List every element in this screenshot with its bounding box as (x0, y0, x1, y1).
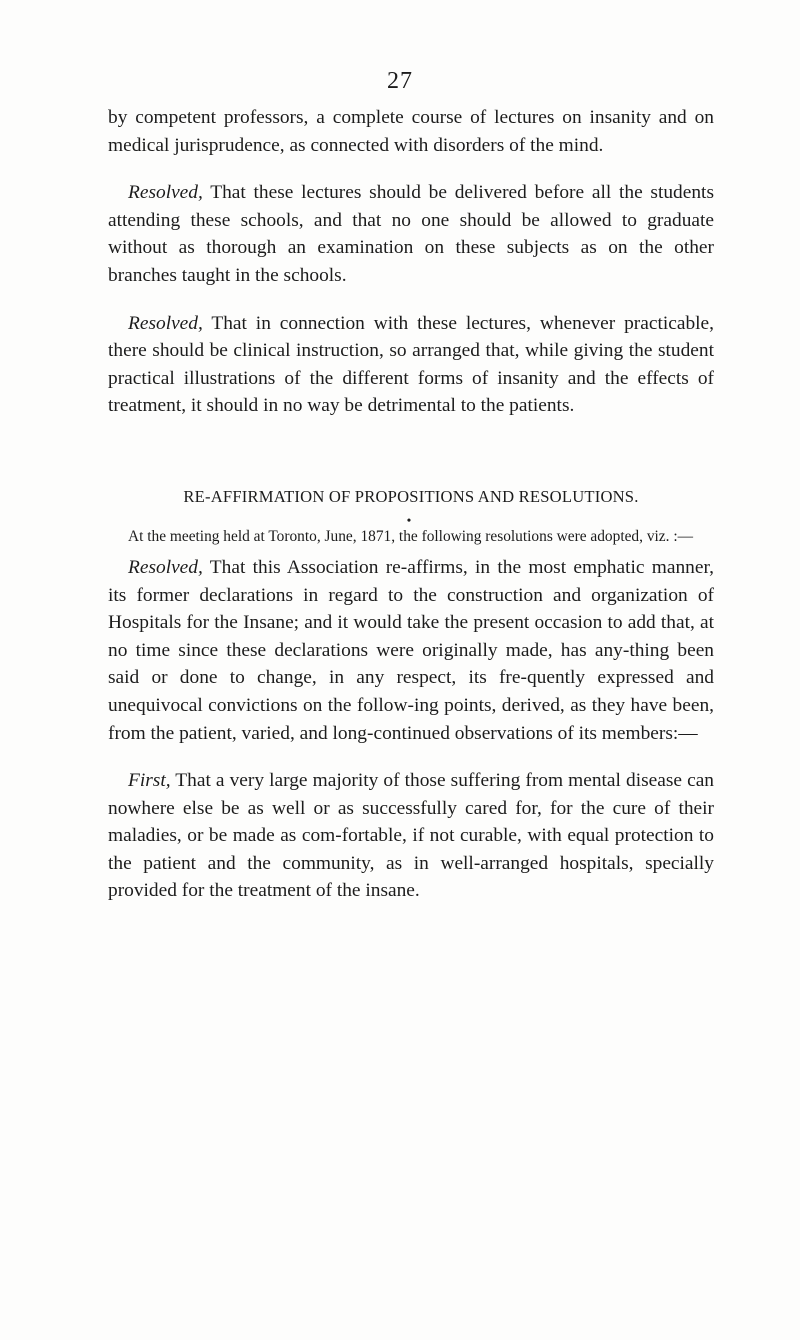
paragraph-text: That in connection with these lectures, whenever practicable, there should be clinical instruction, so arranged that, while giving the student practical illustrations of the different forms of insanity and the effects of treatment, it should in no way be detrimental to the patients. (108, 312, 714, 417)
text-column (108, 104, 714, 905)
proposition-paragraph (108, 767, 714, 905)
resolution-paragraph (108, 179, 714, 289)
section-heading: RE-AFFIRMATION OF PROPOSITIONS AND RESOLUTIONS. (183, 486, 639, 506)
paragraph-text: That this Association re-affirms, in the most emphatic manner, its former declarations in regard to the construction and organization of Hospitals for the Insane; and it would take the present occasion to add that, at no time since these declarations were originally made, has any-thing been said or done to change, in any respect, its fre-quently expressed and unequivocal convictions on the follow-ing points, derived, as they have been, from the patient, varied, and long-continued observations of its members:— (108, 556, 714, 744)
meeting-note: At the meeting held at Toronto, June, 1871, the following resolutions were adopted, viz. :— (128, 527, 693, 545)
section-mark: • (406, 512, 412, 527)
paragraph-lead: Resolved, (128, 182, 203, 204)
paragraph-text: That these lectures should be delivered before all the students attending these schools, and that no one should be allowed to graduate without as thorough an examination on these subjects as on the other branches taught in the schools. (108, 182, 714, 286)
resolution-paragraph (108, 310, 714, 420)
paragraph-lead: Resolved, (128, 556, 203, 578)
paragraph-lead: First, (128, 770, 171, 792)
paragraph-continuation (108, 104, 714, 159)
paragraph-lead: Resolved, (128, 312, 203, 334)
paragraph-text: by competent professors, a complete course of lectures on insanity and on medical jurisprudence, as connected with disorders of the mind. (108, 107, 714, 156)
resolution-paragraph (108, 554, 714, 747)
page-number: 27 (387, 68, 413, 94)
paragraph-text: That a very large majority of those suffering from mental disease can nowhere else be as well or as successfully cared for, for the cure of their maladies, or be made as com-fortable, if not curable, with equal protection to the patient and the community, as in well-arranged hospitals, specially provided for the treatment of the insane. (108, 770, 714, 902)
